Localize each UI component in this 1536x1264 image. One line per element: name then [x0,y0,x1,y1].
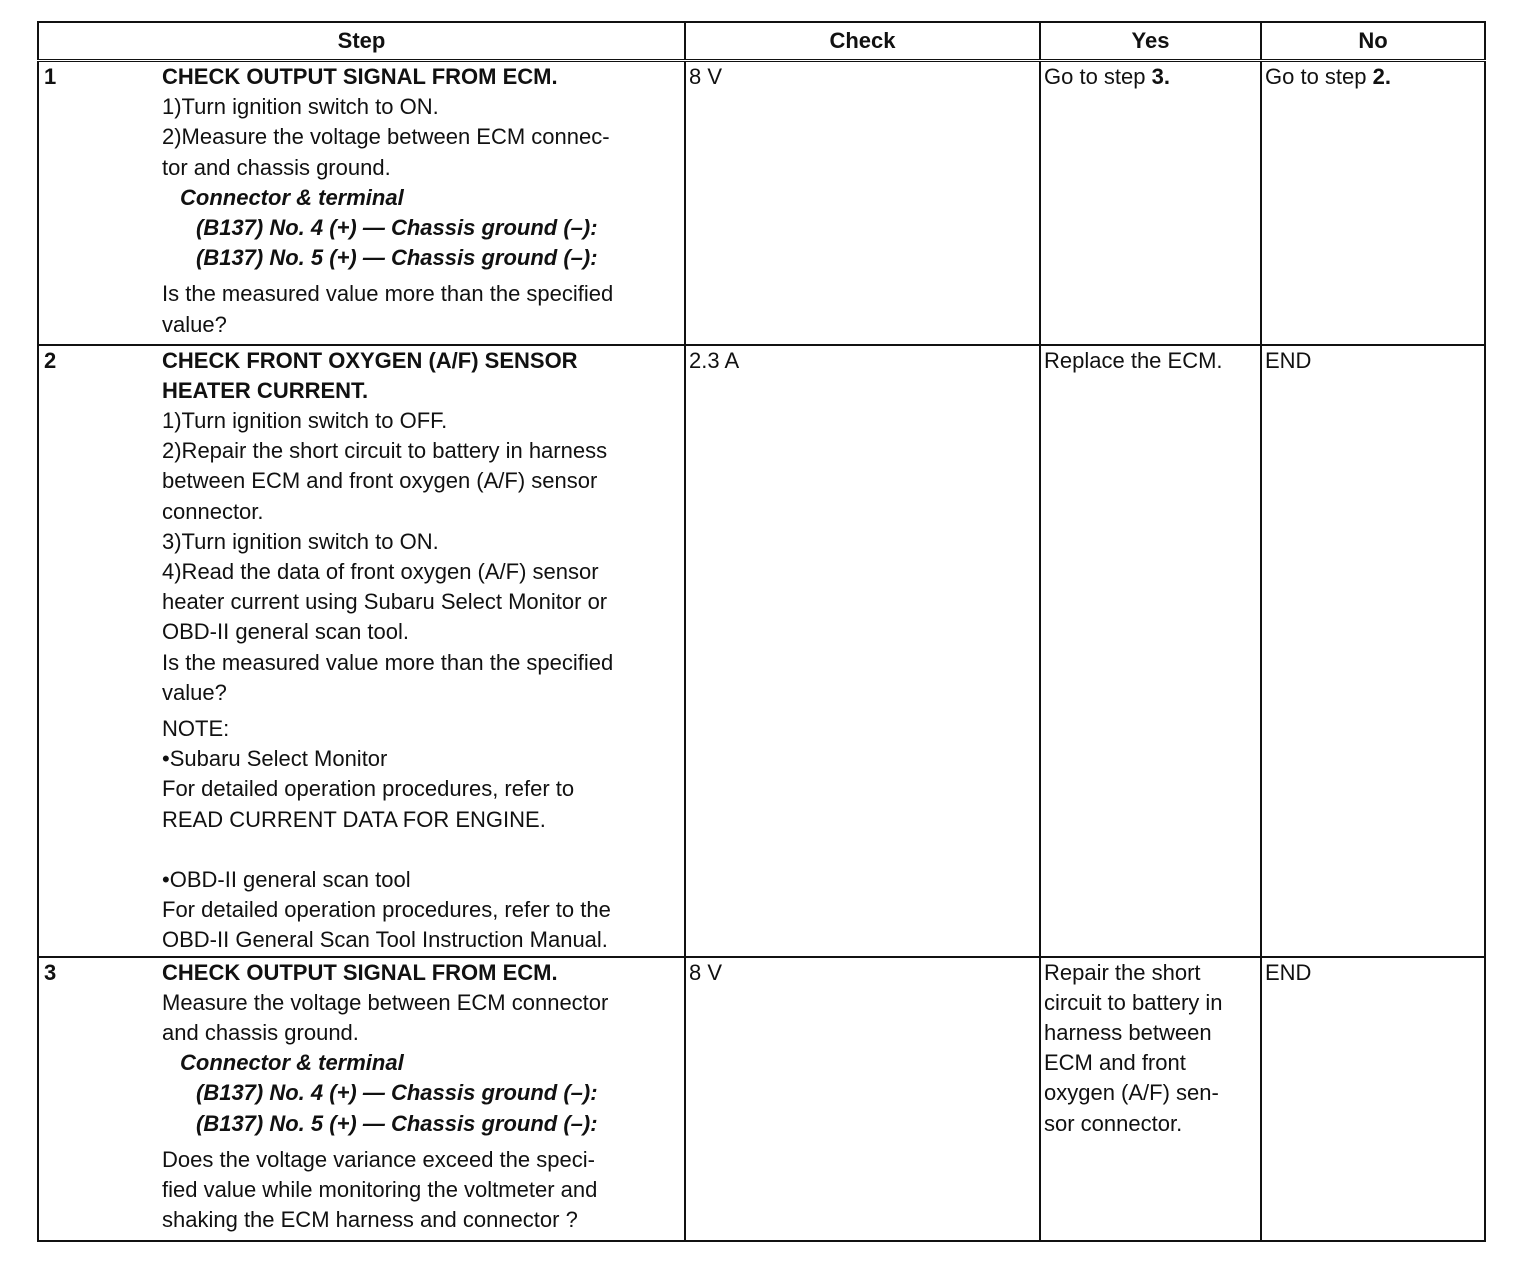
no-cell: END [1261,957,1485,1241]
no-text: Go to step [1265,64,1373,89]
connector-terminal-spec: (B137) No. 4 (+) — Chassis ground (–): [196,1080,598,1106]
step-content [162,958,684,1236]
note-line: READ CURRENT DATA FOR ENGINE. [162,806,546,832]
step-number: 2 [44,347,57,373]
step-line: and chassis ground. [162,1019,359,1045]
step-title: CHECK OUTPUT SIGNAL FROM ECM. [162,64,558,89]
connector-terminal-spec: (B137) No. 5 (+) — Chassis ground (–): [196,1110,598,1136]
yes-line: ECM and front [1044,1050,1186,1076]
step-cell [38,345,685,957]
yes-line: harness between [1044,1019,1212,1045]
step-line: 4)Read the data of front oxygen (A/F) sensor [162,558,599,584]
step-number: 1 [44,64,57,89]
step-line: between ECM and front oxygen (A/F) sensor [162,468,598,494]
step-line: heater current using Subaru Select Monitor or [162,589,608,615]
table-row [38,957,1485,1241]
yes-cell [1040,957,1261,1241]
no-cell: END [1261,345,1485,957]
step-line: 1)Turn ignition switch to ON. [162,94,439,120]
table-row [38,61,1485,345]
step-line: 2)Repair the short circuit to battery in harness [162,438,608,464]
check-cell: 8 V [685,61,1040,345]
step-line: connector. [162,498,264,524]
table-row [38,345,1485,957]
step-content [162,346,684,956]
step-line: tor and chassis ground. [162,154,391,180]
step-title: CHECK FRONT OXYGEN (A/F) SENSOR [162,347,578,373]
connector-terminal-heading: Connector & terminal [180,184,404,210]
step-title: CHECK OUTPUT SIGNAL FROM ECM. [162,959,558,985]
note-line: For detailed operation procedures, refer to [162,776,575,802]
yes-line: oxygen (A/F) sen- [1044,1080,1219,1106]
header-yes: Yes [1040,22,1261,61]
header-no: No [1261,22,1485,61]
note-line: For detailed operation procedures, refer to the [162,896,611,922]
header-row [38,22,1485,61]
step-content [162,62,684,340]
note-line: •OBD-II general scan tool [162,866,411,892]
step-question: fied value while monitoring the voltmeter and [162,1176,598,1202]
no-cell [1261,61,1485,345]
diagnostic-table [37,21,1486,1242]
note-line: NOTE: [162,715,230,741]
check-cell: 2.3 A [685,345,1040,957]
yes-cell: Replace the ECM. [1040,345,1261,957]
step-number: 3 [44,959,57,985]
step-line: value? [162,679,227,705]
step-question: shaking the ECM harness and connector ? [162,1207,578,1233]
step-line: Measure the voltage between ECM connector [162,989,609,1015]
yes-cell [1040,61,1261,345]
no-step-ref: 2. [1372,64,1391,89]
step-title: HEATER CURRENT. [162,377,369,403]
step-cell [38,61,685,345]
check-cell: 8 V [685,957,1040,1241]
step-question: value? [162,311,227,337]
connector-terminal-spec: (B137) No. 4 (+) — Chassis ground (–): [196,215,598,241]
yes-line: circuit to battery in [1044,989,1223,1015]
step-line: 2)Measure the voltage between ECM connec- [162,124,610,150]
header-check: Check [685,22,1040,61]
yes-step-ref: 3. [1151,64,1170,89]
step-cell [38,957,685,1241]
step-question: Does the voltage variance exceed the speci- [162,1146,595,1172]
step-line: OBD-II general scan tool. [162,619,410,645]
spacer [162,835,676,865]
yes-text: Go to step [1044,64,1152,89]
step-question: Is the measured value more than the specified [162,281,614,307]
header-step: Step [38,22,685,61]
step-line: Is the measured value more than the specified [162,649,614,675]
connector-terminal-spec: (B137) No. 5 (+) — Chassis ground (–): [196,245,598,271]
note-line: OBD-II General Scan Tool Instruction Manual. [162,927,608,953]
step-line: 3)Turn ignition switch to ON. [162,528,439,554]
step-line: 1)Turn ignition switch to OFF. [162,407,448,433]
yes-line: Repair the short [1044,959,1201,985]
yes-line: sor connector. [1044,1110,1183,1136]
note-line: •Subaru Select Monitor [162,746,388,772]
connector-terminal-heading: Connector & terminal [180,1050,404,1076]
